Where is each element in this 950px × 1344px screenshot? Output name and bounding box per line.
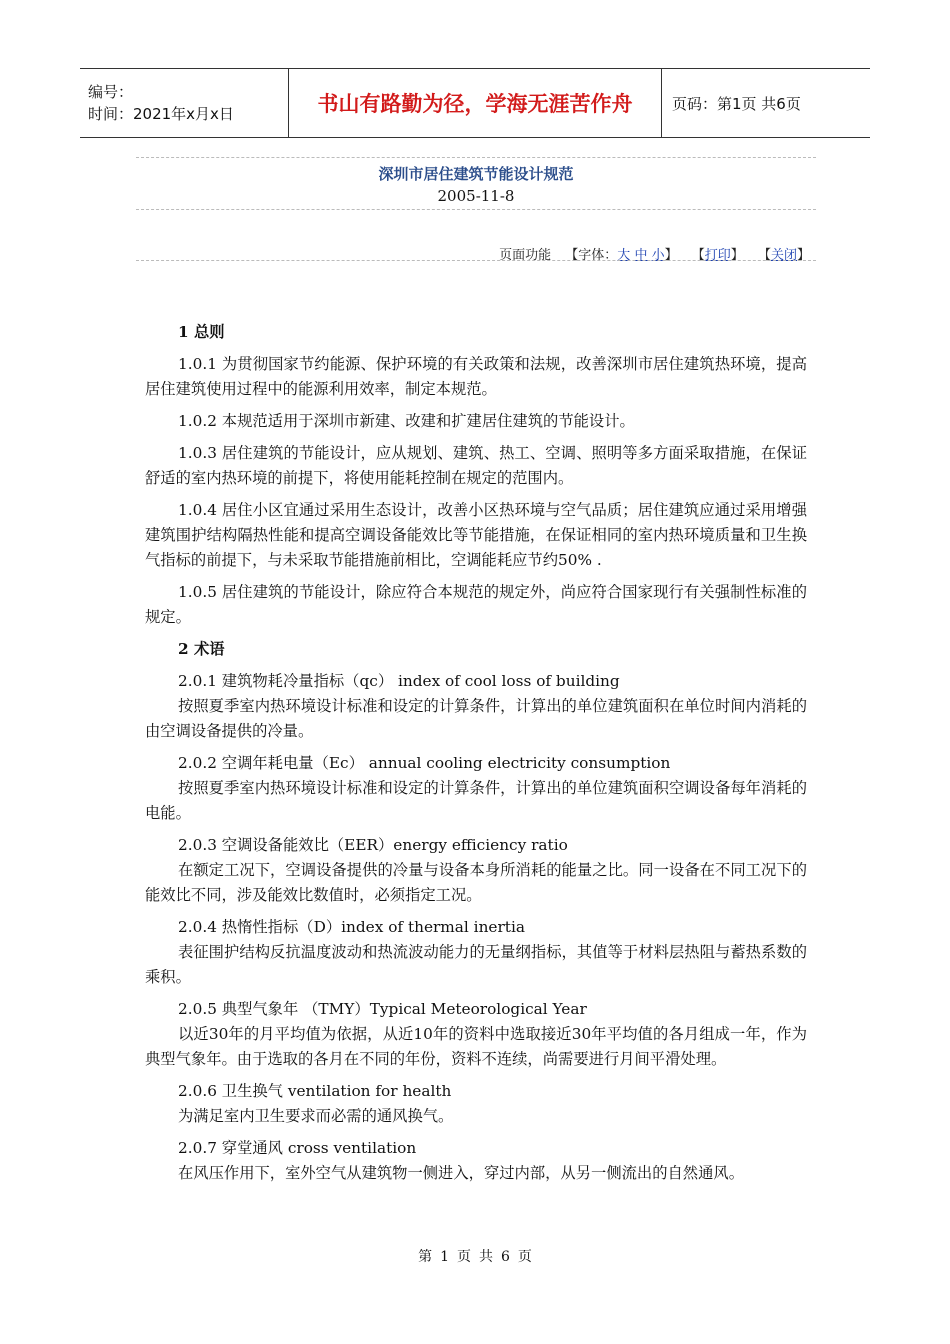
term-heading: 2.0.3 空调设备能效比（EER）energy efficiency ratio: [178, 836, 568, 854]
font-bracket-open: 【字体：: [565, 248, 618, 263]
document-time-label: 时间：2021年x月x日: [88, 105, 234, 123]
font-medium-link[interactable]: 中: [634, 248, 648, 263]
motto-text: 书山有路勤为径，学海无涯苦作舟: [317, 92, 633, 116]
term-definition: 在额定工况下，空调设备提供的冷量与设备本身所消耗的能量之比。同一设备在不同工况下的能效比不同，涉及能效比数值时，必须指定工况。: [145, 861, 807, 904]
document-number-label: 编号：: [88, 83, 134, 101]
function-label: 页面功能: [499, 248, 552, 263]
term-definition: 以近30年的月平均值为依据，从近10年的资料中选取接近30年平均值的各月组成一年，作为典型气象年。由于选取的各月在不同的年份，资料不连续，尚需要进行月间平滑处理。: [145, 1025, 807, 1068]
term-definition: 按照夏季室内热环境设计标准和设定的计算条件，计算出的单位建筑面积在单位时间内消耗的由空调设备提供的冷量。: [145, 697, 807, 740]
section-heading: 1 总则: [178, 323, 225, 341]
footer-total-pages: 6: [501, 1249, 510, 1265]
print-link[interactable]: 打印: [704, 248, 731, 263]
term-heading: 2.0.2 空调年耗电量（Ec） annual cooling electricity consumption: [178, 754, 671, 772]
term-definition: 按照夏季室内热环境设计标准和设定的计算条件，计算出的单位建筑面积空调设备每年消耗的电能。: [145, 779, 807, 822]
term-heading: 2.0.6 卫生换气 ventilation for health: [178, 1082, 452, 1100]
term-definition: 在风压作用下，室外空气从建筑物一侧进入，穿过内部，从另一侧流出的自然通风。: [178, 1164, 744, 1182]
font-bracket-close: 】: [664, 248, 678, 263]
page-info-text: 页码：第1页 共6页: [672, 94, 801, 113]
footer-gong: 共: [479, 1249, 493, 1265]
clause-paragraph: 1.0.4 居住小区宜通过采用生态设计，改善小区热环境与空气品质；居住建筑应通过采用增强建筑围护结构隔热性能和提高空调设备能效比等节能措施，在保证相同的室内热环境质量和卫生换气指标的前提下，与未采取节能措施前相比，空调能耗应节约50% .: [145, 501, 807, 569]
header-page-info: [662, 69, 870, 137]
footer-ye: 页: [457, 1249, 471, 1265]
clause-paragraph: 1.0.2 本规范适用于深圳市新建、改建和扩建居住建筑的节能设计。: [178, 412, 635, 430]
term-heading: 2.0.5 典型气象年 （TMY）Typical Meteorological Year: [178, 1000, 587, 1018]
term-definition: 表征围护结构反抗温度波动和热流波动能力的无量纲指标，其值等于材料层热阻与蓄热系数的乘积。: [145, 943, 807, 986]
term-heading: 2.0.4 热惰性指标（D）index of thermal inertia: [178, 918, 525, 936]
term-heading: 2.0.1 建筑物耗冷量指标（qc） index of cool loss of building: [178, 672, 620, 690]
close-link[interactable]: 关闭: [770, 248, 797, 263]
font-small-link[interactable]: 小: [651, 248, 665, 263]
term-definition: 为满足室内卫生要求而必需的通风换气。: [178, 1107, 454, 1125]
document-header: [80, 68, 870, 138]
footer-di: 第: [418, 1249, 433, 1265]
footer-ye2: 页: [517, 1249, 532, 1265]
dashed-divider: [136, 157, 816, 158]
header-meta: [80, 69, 288, 137]
dashed-divider: [136, 209, 816, 210]
font-large-link[interactable]: 大: [617, 248, 631, 263]
clause-paragraph: 1.0.5 居住建筑的节能设计，除应符合本规范的规定外，尚应符合国家现行有关强制性标准的规定。: [145, 583, 807, 626]
close-bracket-close: 】: [796, 248, 810, 263]
header-motto: [288, 69, 662, 137]
page-footer: [0, 1246, 950, 1266]
footer-page-number: 1: [440, 1249, 449, 1265]
page-title: 深圳市居住建筑节能设计规范: [378, 165, 574, 183]
dashed-divider: [136, 260, 816, 261]
section-heading: 2 术语: [178, 640, 225, 658]
print-bracket-close: 】: [730, 248, 744, 263]
publish-date: 2005-11-8: [437, 187, 515, 205]
clause-paragraph: 1.0.3 居住建筑的节能设计，应从规划、建筑、热工、空调、照明等多方面采取措施，在保证舒适的室内热环境的前提下，将使用能耗控制在规定的范围内。: [145, 444, 807, 487]
document-body: [145, 320, 807, 1193]
term-heading: 2.0.7 穿堂通风 cross ventilation: [178, 1139, 417, 1157]
print-bracket-open: 【: [691, 248, 705, 263]
close-bracket-open: 【: [757, 248, 771, 263]
clause-paragraph: 1.0.1 为贯彻国家节约能源、保护环境的有关政策和法规，改善深圳市居住建筑热环境，提高居住建筑使用过程中的能源利用效率，制定本规范。: [145, 355, 807, 398]
